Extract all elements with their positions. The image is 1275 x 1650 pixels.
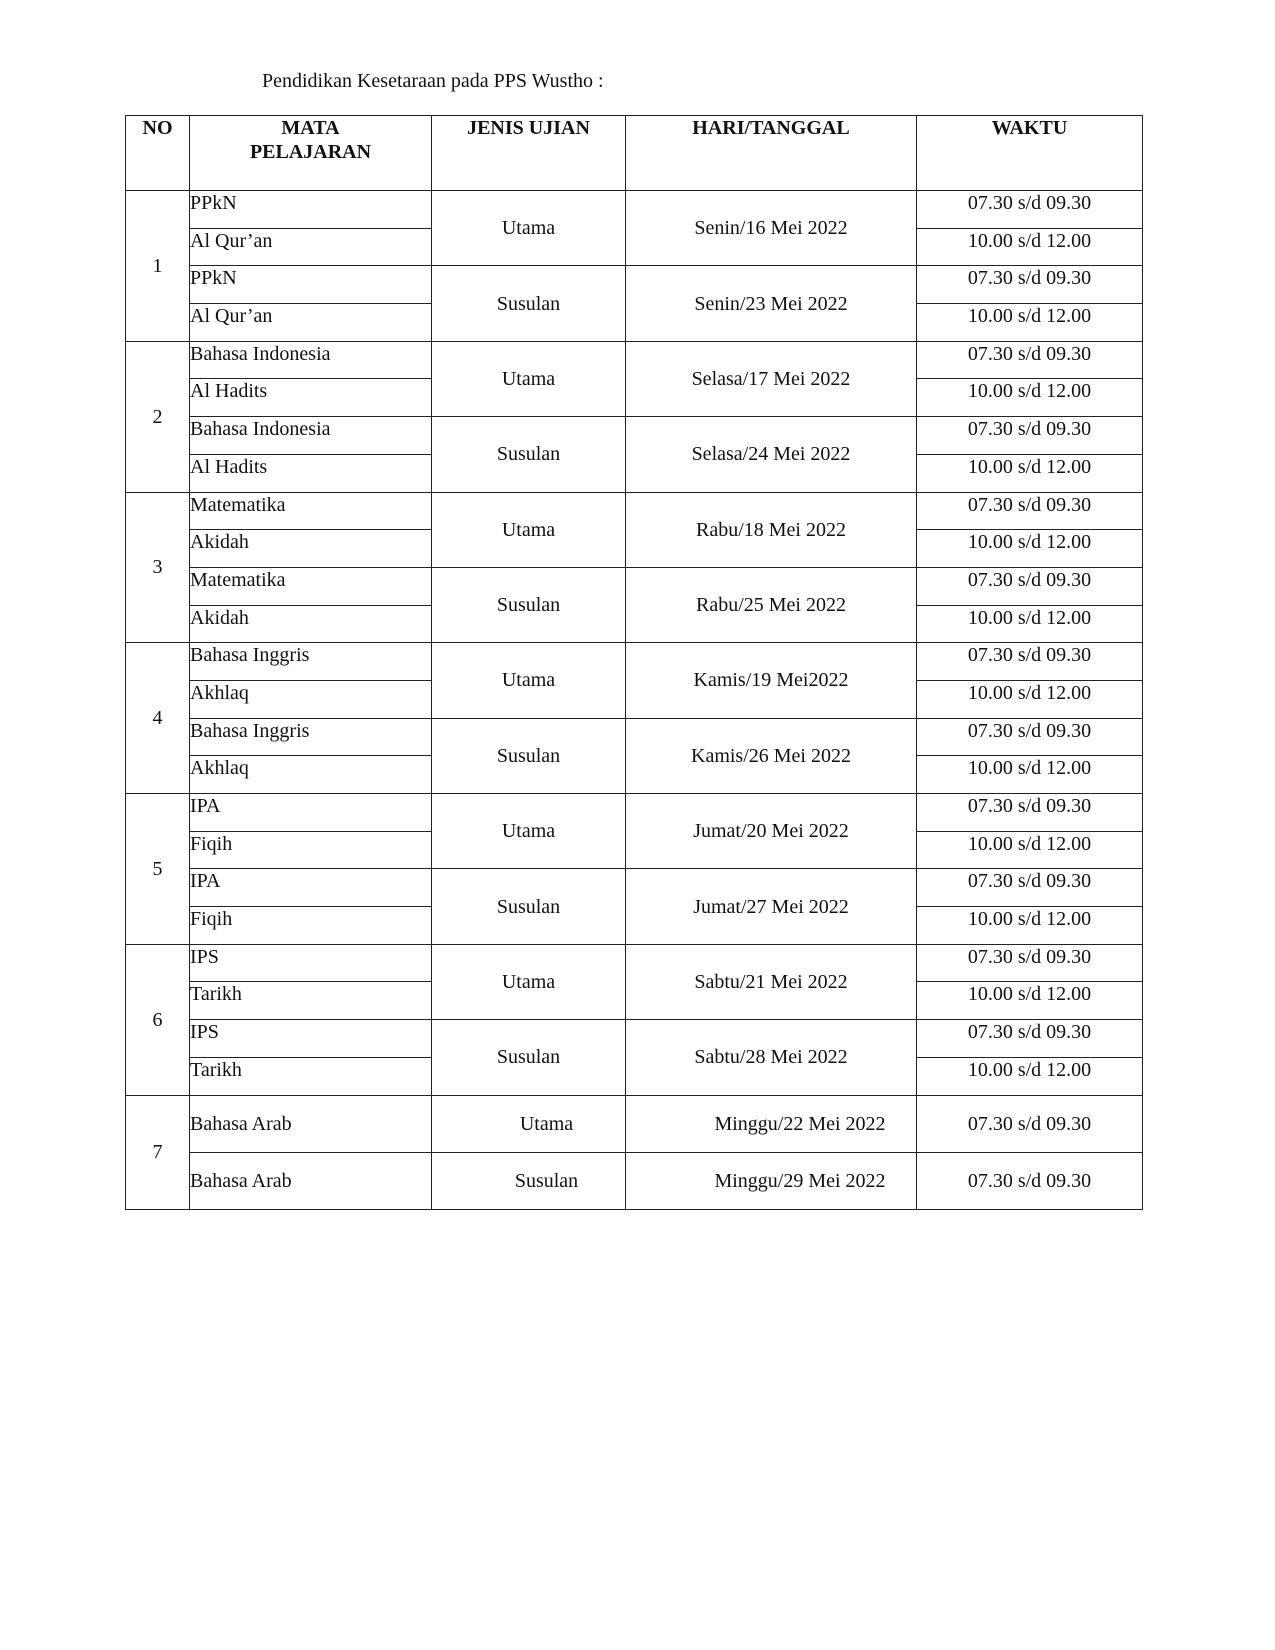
time-cell: 07.30 s/d 09.30 (917, 643, 1143, 681)
exam-date-cell: Selasa/17 Mei 2022 (626, 341, 917, 416)
table-header-row (126, 116, 1143, 191)
time-cell: 07.30 s/d 09.30 (917, 718, 1143, 756)
subject-cell: Fiqih (190, 831, 432, 869)
row-number: 6 (126, 944, 190, 1095)
header-hari-tanggal: HARI/TANGGAL (626, 116, 917, 191)
time-cell: 10.00 s/d 12.00 (917, 1057, 1143, 1095)
time-cell: 07.30 s/d 09.30 (917, 794, 1143, 832)
subject-cell: Al Qur’an (190, 304, 432, 342)
subject-cell: IPA (190, 794, 432, 832)
time-cell: 07.30 s/d 09.30 (917, 1020, 1143, 1058)
table-row (126, 643, 1143, 681)
exam-date-cell: Kamis/26 Mei 2022 (626, 718, 917, 793)
page-intro: Pendidikan Kesetaraan pada PPS Wustho : (262, 70, 604, 92)
row-number: 4 (126, 643, 190, 794)
table-row (126, 1095, 1143, 1152)
exam-type-cell: Utama (432, 492, 626, 567)
exam-date-cell: Kamis/19 Mei2022 (626, 643, 917, 718)
subject-cell: Akidah (190, 605, 432, 643)
time-cell: 10.00 s/d 12.00 (917, 304, 1143, 342)
exam-type-cell: Utama (432, 191, 626, 266)
header-mata-pelajaran (190, 116, 432, 191)
table-row (126, 794, 1143, 832)
subject-cell: IPA (190, 869, 432, 907)
header-no: NO (126, 116, 190, 191)
time-cell: 10.00 s/d 12.00 (917, 907, 1143, 945)
time-cell: 10.00 s/d 12.00 (917, 379, 1143, 417)
time-cell: 10.00 s/d 12.00 (917, 831, 1143, 869)
exam-schedule-table (125, 115, 1143, 1210)
header-mata-line1: MATA (281, 117, 340, 139)
exam-type-cell: Susulan (432, 1152, 626, 1209)
exam-type-cell: Susulan (432, 266, 626, 341)
subject-cell: Bahasa Arab (190, 1152, 432, 1209)
header-waktu: WAKTU (917, 116, 1143, 191)
row-number: 3 (126, 492, 190, 643)
subject-cell: Bahasa Inggris (190, 643, 432, 681)
time-cell: 10.00 s/d 12.00 (917, 454, 1143, 492)
exam-type-cell: Utama (432, 944, 626, 1019)
exam-type-cell: Utama (432, 1095, 626, 1152)
time-cell: 07.30 s/d 09.30 (917, 1152, 1143, 1209)
time-cell: 07.30 s/d 09.30 (917, 417, 1143, 455)
row-number: 2 (126, 341, 190, 492)
row-number: 5 (126, 794, 190, 945)
header-mata-line2: PELAJARAN (249, 141, 372, 163)
exam-type-cell: Utama (432, 794, 626, 869)
table-row (126, 718, 1143, 756)
table-row (126, 417, 1143, 455)
subject-cell: Bahasa Indonesia (190, 341, 432, 379)
time-cell: 07.30 s/d 09.30 (917, 266, 1143, 304)
time-cell: 07.30 s/d 09.30 (917, 567, 1143, 605)
time-cell: 07.30 s/d 09.30 (917, 1095, 1143, 1152)
table-row (126, 567, 1143, 605)
subject-cell: IPS (190, 944, 432, 982)
exam-type-cell: Utama (432, 341, 626, 416)
table-row (126, 944, 1143, 982)
time-cell: 10.00 s/d 12.00 (917, 680, 1143, 718)
subject-cell: PPkN (190, 191, 432, 229)
time-cell: 10.00 s/d 12.00 (917, 756, 1143, 794)
table-row (126, 1020, 1143, 1058)
exam-type-cell: Susulan (432, 869, 626, 944)
table-row (126, 492, 1143, 530)
exam-date-cell: Selasa/24 Mei 2022 (626, 417, 917, 492)
exam-date-cell: Minggu/29 Mei 2022 (626, 1152, 917, 1209)
subject-cell: Akhlaq (190, 680, 432, 718)
subject-cell: Bahasa Inggris (190, 718, 432, 756)
time-cell: 10.00 s/d 12.00 (917, 228, 1143, 266)
exam-date-cell: Rabu/25 Mei 2022 (626, 567, 917, 642)
subject-cell: Al Hadits (190, 379, 432, 417)
time-cell: 07.30 s/d 09.30 (917, 341, 1143, 379)
exam-date-cell: Jumat/27 Mei 2022 (626, 869, 917, 944)
time-cell: 07.30 s/d 09.30 (917, 492, 1143, 530)
exam-date-cell: Sabtu/21 Mei 2022 (626, 944, 917, 1019)
table-row (126, 266, 1143, 304)
subject-cell: Bahasa Arab (190, 1095, 432, 1152)
time-cell: 10.00 s/d 12.00 (917, 605, 1143, 643)
exam-date-cell: Rabu/18 Mei 2022 (626, 492, 917, 567)
exam-date-cell: Sabtu/28 Mei 2022 (626, 1020, 917, 1095)
time-cell: 07.30 s/d 09.30 (917, 191, 1143, 229)
subject-cell: Tarikh (190, 1057, 432, 1095)
subject-cell: Al Hadits (190, 454, 432, 492)
time-cell: 07.30 s/d 09.30 (917, 944, 1143, 982)
exam-type-cell: Utama (432, 643, 626, 718)
subject-cell: Al Qur’an (190, 228, 432, 266)
time-cell: 07.30 s/d 09.30 (917, 869, 1143, 907)
header-jenis-ujian: JENIS UJIAN (432, 116, 626, 191)
table-row (126, 1152, 1143, 1209)
table-row (126, 191, 1143, 229)
subject-cell: Matematika (190, 567, 432, 605)
row-number: 7 (126, 1095, 190, 1209)
exam-type-cell: Susulan (432, 1020, 626, 1095)
exam-type-cell: Susulan (432, 417, 626, 492)
subject-cell: Bahasa Indonesia (190, 417, 432, 455)
subject-cell: IPS (190, 1020, 432, 1058)
exam-date-cell: Senin/16 Mei 2022 (626, 191, 917, 266)
table-row (126, 869, 1143, 907)
exam-type-cell: Susulan (432, 718, 626, 793)
subject-cell: Tarikh (190, 982, 432, 1020)
exam-date-cell: Jumat/20 Mei 2022 (626, 794, 917, 869)
exam-date-cell: Senin/23 Mei 2022 (626, 266, 917, 341)
row-number: 1 (126, 191, 190, 342)
subject-cell: Fiqih (190, 907, 432, 945)
time-cell: 10.00 s/d 12.00 (917, 530, 1143, 568)
exam-type-cell: Susulan (432, 567, 626, 642)
subject-cell: PPkN (190, 266, 432, 304)
table-body (126, 191, 1143, 1210)
subject-cell: Akhlaq (190, 756, 432, 794)
time-cell: 10.00 s/d 12.00 (917, 982, 1143, 1020)
subject-cell: Matematika (190, 492, 432, 530)
table-row (126, 341, 1143, 379)
subject-cell: Akidah (190, 530, 432, 568)
exam-date-cell: Minggu/22 Mei 2022 (626, 1095, 917, 1152)
